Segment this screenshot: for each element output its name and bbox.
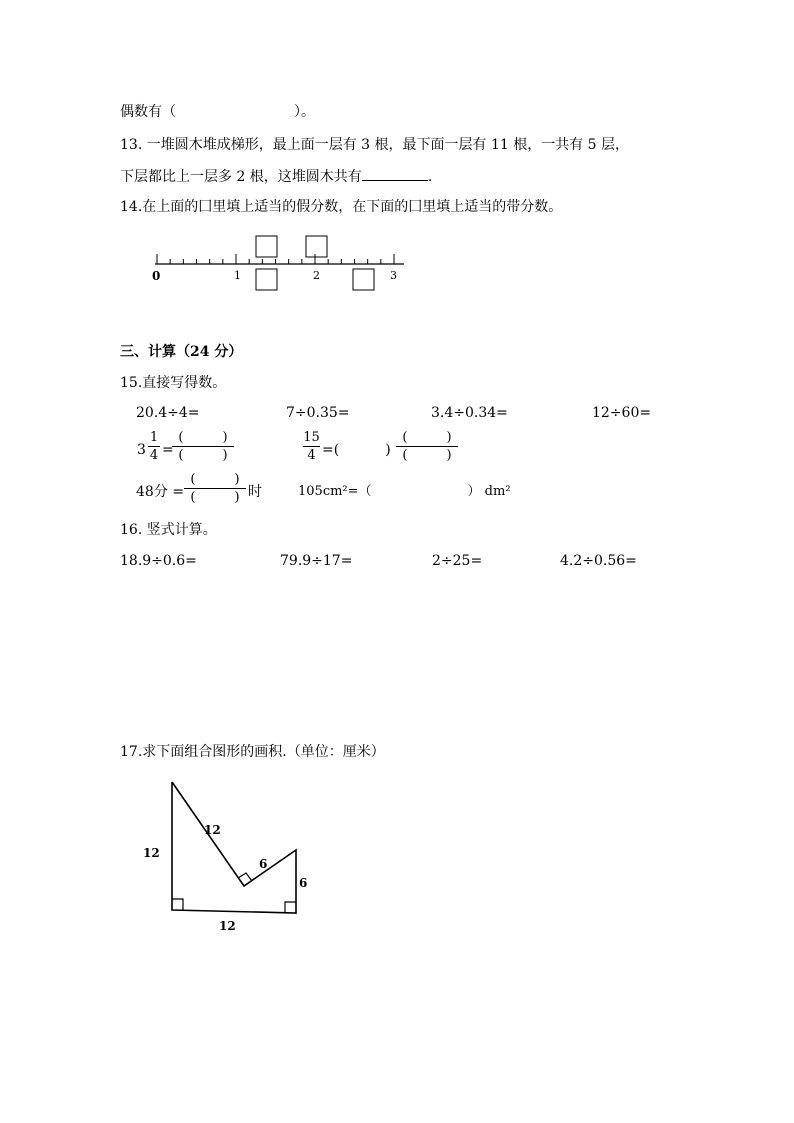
section3-title: 三、计算（24 分）: [120, 344, 243, 360]
mixed-whole: 3: [137, 442, 146, 458]
area-conversion: 105cm²=（ ） dm²: [298, 484, 511, 499]
q15-text: 15.直接写得数。: [120, 375, 227, 391]
q13-line1: 13. 一堆圆木堆成梯形，最上面一层有 3 根，最下面一层有 11 根，一共有 5 层，: [120, 137, 630, 153]
label-short-6: 6: [259, 857, 268, 871]
label-right-6: 6: [299, 876, 308, 890]
q17-text: 17.求下面组合图形的画积.（单位：厘米）: [120, 744, 385, 760]
upper-box-1[interactable]: [256, 236, 277, 257]
frac15-eq: =( ): [322, 442, 391, 458]
answer-fraction-1[interactable]: ( ) ( ): [172, 430, 234, 463]
lower-box-1[interactable]: [256, 269, 277, 290]
nl-label-2: 2: [313, 269, 320, 282]
lower-box-2[interactable]: [353, 269, 374, 290]
answer-fraction-2[interactable]: ( ) ( ): [396, 430, 458, 463]
answer-fraction-3[interactable]: ( ) ( ): [184, 472, 246, 505]
minutes-label: 48分 =: [136, 484, 184, 500]
mixed-fraction: 1 4: [149, 430, 159, 463]
q16-item-4: 4.2÷0.56=: [560, 553, 637, 569]
label-bottom-12: 12: [219, 919, 236, 933]
nl-label-1: 1: [234, 269, 241, 282]
q13-line2: 下层都比上一层多 2 根，这堆圆木共有 .: [120, 166, 432, 186]
hour-unit: 时: [248, 484, 262, 500]
q16-text: 16. 竖式计算。: [120, 522, 217, 538]
q15-item-1: 20.4÷4=: [136, 405, 200, 421]
fraction-15-4: 15 4: [303, 430, 320, 463]
nl-label-3: 3: [390, 269, 397, 282]
q14-text: 14.在上面的囗里填上适当的假分数，在下面的囗里填上适当的带分数。: [120, 199, 563, 215]
label-left-12: 12: [143, 846, 160, 860]
q16-item-3: 2÷25=: [432, 553, 483, 569]
upper-box-2[interactable]: [306, 236, 327, 257]
q13-answer-blank[interactable]: [362, 166, 428, 181]
q16-item-1: 18.9÷0.6=: [120, 553, 197, 569]
q15-item-3: 3.4÷0.34=: [431, 405, 508, 421]
label-hyp-12: 12: [204, 823, 221, 837]
q12-tail: 偶数有（ ）。: [120, 104, 315, 120]
q16-item-2: 79.9÷17=: [280, 553, 353, 569]
composite-figure: [0, 770, 794, 950]
q15-item-4: 12÷60=: [592, 405, 652, 421]
nl-label-0: 0: [152, 269, 161, 283]
number-line: [0, 230, 794, 310]
q15-item-2: 7÷0.35=: [286, 405, 350, 421]
mixed-eq: =: [162, 442, 174, 458]
